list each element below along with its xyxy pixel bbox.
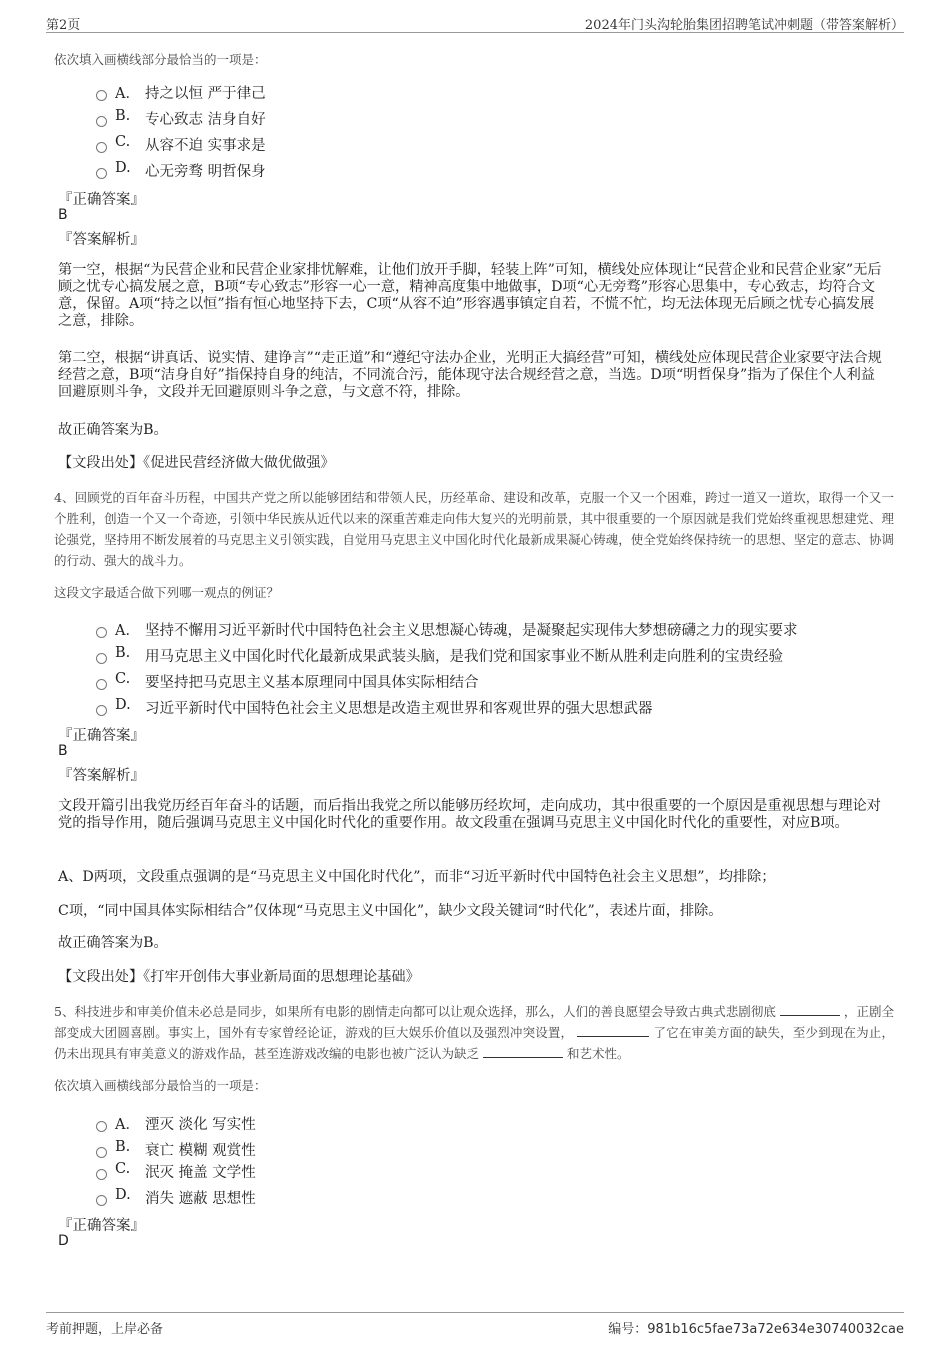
answer-label: 『正确答案』 [58, 1218, 145, 1234]
option-text: 衰亡 模糊 观赏性 [145, 1143, 256, 1159]
option-text: 泯灭 掩盖 文学性 [145, 1165, 256, 1181]
fill-blank-1[interactable] [780, 1003, 840, 1016]
radio-icon[interactable] [96, 627, 107, 638]
radio-icon[interactable] [96, 679, 107, 690]
q5-prompt: 依次填入画横线部分最恰当的一项是： [54, 1078, 267, 1093]
option-text: 消失 遮蔽 思想性 [145, 1191, 256, 1207]
option-text: 习近平新时代中国特色社会主义思想是改造主观世界和客观世界的强大思想武器 [145, 701, 653, 717]
q5-passage-text: 5、科技进步和审美价值未必总是同步，如果所有电影的剧情走向都可以让观众选择，那么，人们的善良愿望会导致古典式悲剧彻底 [54, 1004, 776, 1019]
analysis-conclusion: 故正确答案为B。 [58, 935, 168, 951]
option-text: 心无旁骛 明哲保身 [145, 164, 266, 180]
document-title: 2024年门头沟轮胎集团招聘笔试冲刺题（带答案解析） [584, 18, 904, 33]
page-number: 第2页 [46, 18, 81, 33]
radio-icon[interactable] [96, 1195, 107, 1206]
page-footer [46, 1312, 904, 1339]
option-letter: D. [115, 160, 131, 176]
analysis-paragraph: 文段开篇引出我党历经百年奋斗的话题，而后指出我党之所以能够历经坎坷，走向成功，其中很重要的一个原因是重视思想与理论对党的指导作用，随后强调马克思主义中国化时代化的重要作用。故文段重在强调马克思主义中国化时代化的重要性，对应B项。 [58, 798, 881, 831]
answer-label: 『正确答案』 [58, 728, 145, 744]
footer-code-value: 981b16c5fae73a72e634e30740032cae [647, 1322, 904, 1337]
option-letter: D. [115, 1187, 131, 1203]
source-citation: 【文段出处】《促进民营经济做大做优做强》 [58, 455, 335, 471]
radio-icon[interactable] [96, 653, 107, 664]
footer-slogan: 考前押题，上岸必备 [46, 1322, 164, 1337]
analysis-paragraph: 第一空，根据“为民营企业和民营企业家排忧解难，让他们放开手脚，轻装上阵”可知，横线处应体现让“民营企业和民营企业家”无后顾之忧专心搞发展之意，B项“专心致志”形容一心一意，精神高度集中地做事，D项“心无旁骛”形容心思集中，专心致志，均符合文意，保留。A项“持之以恒”指有恒心地坚持下去，C项“从容不迫”形容遇事镇定自若，不慌不忙，均无法体现无后顾之忧专心搞发展之意，排除。 [58, 262, 882, 329]
option-letter: C. [115, 134, 131, 150]
option-letter: A． [115, 86, 140, 102]
option-text: 湮灭 淡化 写实性 [145, 1117, 256, 1133]
option-letter: C. [115, 1161, 131, 1177]
analysis-paragraph: C项，“同中国具体实际相结合”仅体现“马克思主义中国化”，缺少文段关键词“时代化”，表述片面，排除。 [58, 903, 723, 919]
option-text: 专心致志 洁身自好 [145, 112, 266, 128]
answer-value: B [58, 207, 68, 223]
option-text: 要坚持把马克思主义基本原理同中国具体实际相结合 [145, 675, 479, 691]
radio-icon[interactable] [96, 705, 107, 716]
footer-code [608, 1318, 904, 1337]
analysis-label: 『答案解析』 [58, 232, 145, 248]
fill-blank-3[interactable] [483, 1045, 563, 1058]
answer-value: D [58, 1233, 69, 1249]
option-text: 用马克思主义中国化时代化最新成果武装头脑，是我们党和国家事业不断从胜利走向胜利的宝贵经验 [145, 649, 783, 665]
answer-value: B [58, 743, 68, 759]
option-text: 从容不迫 实事求是 [145, 138, 266, 154]
radio-icon[interactable] [96, 1147, 107, 1158]
answer-label: 『正确答案』 [58, 192, 145, 208]
q5-passage-text: 了它在审美方面的缺失，至少到现在为止，仍未出现具有审美意义的游戏作品，甚至连游戏改编的电影也被广泛认为缺乏 [54, 1025, 894, 1061]
radio-icon[interactable] [96, 1121, 107, 1132]
source-citation: 【文段出处】《打牢开创伟大事业新局面的思想理论基础》 [58, 969, 420, 985]
analysis-paragraph: 第二空，根据“讲真话、说实情、建诤言”“走正道”和“遵纪守法办企业，光明正大搞经营”可知，横线处应体现民营企业家要守法合规经营之意，B项“洁身自好”指保持自身的纯洁，不同流合污，能体现守法合规经营之意，当选。D项“明哲保身”指为了保住个人利益回避原则斗争，文段并无回避原则斗争之意，与文意不符，排除。 [58, 350, 882, 400]
footer-code-label: 编号： [608, 1322, 648, 1337]
analysis-conclusion: 故正确答案为B。 [58, 422, 168, 438]
option-letter: B. [115, 645, 131, 661]
radio-icon[interactable] [96, 1169, 107, 1180]
q3-prompt: 依次填入画横线部分最恰当的一项是： [54, 52, 267, 67]
radio-icon[interactable] [96, 90, 107, 101]
q4-passage: 4、回顾党的百年奋斗历程，中国共产党之所以能够团结和带领人民，历经革命、建设和改革，克服一个又一个困难，跨过一道又一道坎，取得一个又一个胜利，创造一个又一个奇迹，引领中华民族从近代以来的深重苦难走向伟大复兴的光明前景，其中很重要的一个原因就是我们党始终重视思想建党、理论强党，坚持用不断发展着的马克思主义引领实践，自觉用马克思主义中国化时代化最新成果凝心铸魂，使全党始终保持统一的思想、坚定的意志、协调的行动、强大的战斗力。 [54, 490, 894, 568]
radio-icon[interactable] [96, 116, 107, 127]
radio-icon[interactable] [96, 168, 107, 179]
q4-prompt: 这段文字最适合做下列哪一观点的例证？ [54, 585, 280, 600]
analysis-label: 『答案解析』 [58, 768, 145, 784]
radio-icon[interactable] [96, 142, 107, 153]
fill-blank-2[interactable] [577, 1024, 649, 1037]
q5-passage [54, 1001, 894, 1064]
option-letter: A． [115, 1117, 140, 1133]
option-letter: B. [115, 108, 131, 124]
q5-passage-text: ，正剧全部变成大团圆喜剧。事实上，国外有专家曾经论证，游戏的巨大娱乐价值以及强烈冲突设置， [54, 1004, 894, 1040]
q5-passage-text: 和艺术性。 [566, 1046, 630, 1061]
page-header [46, 12, 904, 33]
analysis-paragraph: A、D两项，文段重点强调的是“马克思主义中国化时代化”，而非“习近平新时代中国特色社会主义思想”，均排除； [58, 869, 776, 885]
option-text: 持之以恒 严于律己 [145, 86, 266, 102]
option-letter: B. [115, 1139, 131, 1155]
option-letter: A． [115, 623, 140, 639]
option-text: 坚持不懈用习近平新时代中国特色社会主义思想凝心铸魂，是凝聚起实现伟大梦想磅礴之力的现实要求 [145, 623, 798, 639]
option-letter: D. [115, 697, 131, 713]
option-letter: C. [115, 671, 131, 687]
